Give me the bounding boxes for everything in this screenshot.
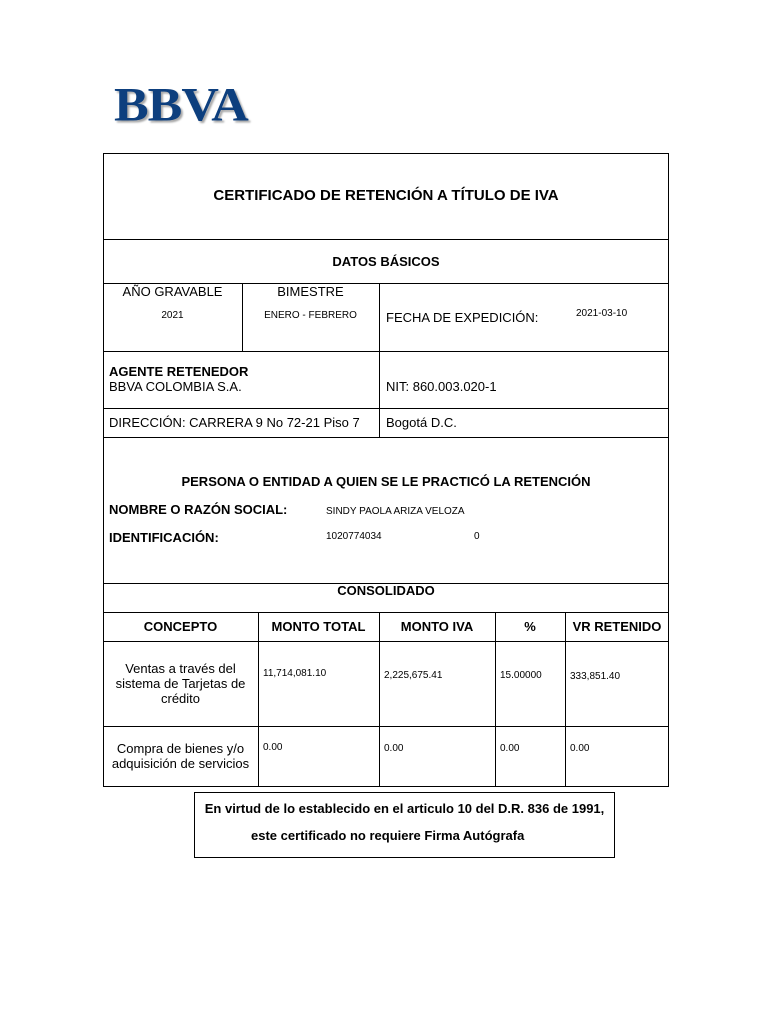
divider [103, 239, 669, 240]
divider [379, 612, 380, 787]
table-row-1-pct: 15.00000 [500, 670, 542, 681]
divider [103, 726, 669, 727]
certificate-title: CERTIFICADO DE RETENCIÓN A TÍTULO DE IVA [213, 187, 559, 204]
nombre-label: NOMBRE O RAZÓN SOCIAL: [109, 502, 288, 517]
nit-value: NIT: 860.003.020-1 [386, 379, 497, 394]
col-header-vr-retenido: VR RETENIDO [572, 619, 662, 634]
ciudad-value: Bogotá D.C. [386, 415, 457, 430]
anio-gravable-value: 2021 [161, 310, 184, 321]
table-row-1-monto-iva: 2,225,675.41 [384, 670, 443, 681]
table-row-1-vr-retenido: 333,851.40 [570, 671, 621, 682]
direccion-value: DIRECCIÓN: CARRERA 9 No 72-21 Piso 7 [109, 415, 360, 430]
identificacion-label: IDENTIFICACIÓN: [109, 530, 219, 545]
consolidado-heading: CONSOLIDADO [337, 583, 435, 598]
bimestre-label: BIMESTRE [277, 284, 344, 299]
agente-retenedor-label: AGENTE RETENEDOR [109, 364, 249, 379]
divider [379, 283, 380, 437]
col-header-pct: % [524, 619, 536, 634]
table-row-2-monto-total: 0.00 [263, 742, 283, 753]
table-row-2-vr-retenido: 0.00 [570, 743, 590, 754]
table-row-1-concepto-line3: crédito [160, 691, 201, 706]
table-row-1-concepto-line2: sistema de Tarjetas de [115, 676, 246, 691]
col-header-concepto: CONCEPTO [143, 619, 218, 634]
divider [565, 612, 566, 787]
agente-retenedor-name: BBVA COLOMBIA S.A. [109, 379, 242, 394]
anio-gravable-label: AÑO GRAVABLE [122, 284, 223, 299]
fecha-expedicion-label: FECHA DE EXPEDICIÓN: [386, 310, 539, 325]
table-row-2-concepto-line2: adquisición de servicios [111, 756, 250, 771]
divider [103, 641, 669, 642]
identificacion-extra: 0 [474, 531, 480, 542]
persona-heading: PERSONA O ENTIDAD A QUIEN SE LE PRACTICÓ LA RETENCIÓN [181, 474, 591, 489]
col-header-monto-iva: MONTO IVA [400, 619, 474, 634]
divider [103, 408, 669, 409]
divider [103, 351, 669, 352]
datos-basicos-heading: DATOS BÁSICOS [332, 254, 440, 269]
fecha-expedicion-value: 2021-03-10 [576, 308, 628, 319]
divider [495, 612, 496, 787]
table-row-2-concepto-line1: Compra de bienes y/o [116, 741, 245, 756]
col-header-monto-total: MONTO TOTAL [271, 619, 366, 634]
divider [103, 612, 669, 613]
divider [258, 612, 259, 787]
bimestre-value: ENERO - FEBRERO [264, 310, 357, 321]
identificacion-value: 1020774034 [326, 531, 382, 542]
nota-line-1: En virtud de lo establecido en el articulo 10 del D.R. 836 de 1991, [204, 801, 605, 816]
table-row-1-monto-total: 11,714,081.10 [263, 668, 327, 679]
bbva-logo: BBVA [114, 79, 248, 132]
divider [103, 437, 669, 438]
table-row-1-concepto-line1: Ventas a través del [125, 661, 236, 676]
table-row-2-monto-iva: 0.00 [384, 743, 404, 754]
nota-line-2: este certificado no requiere Firma Autógrafa [251, 828, 525, 843]
nombre-value: SINDY PAOLA ARIZA VELOZA [326, 506, 465, 517]
table-row-2-pct: 0.00 [500, 743, 520, 754]
